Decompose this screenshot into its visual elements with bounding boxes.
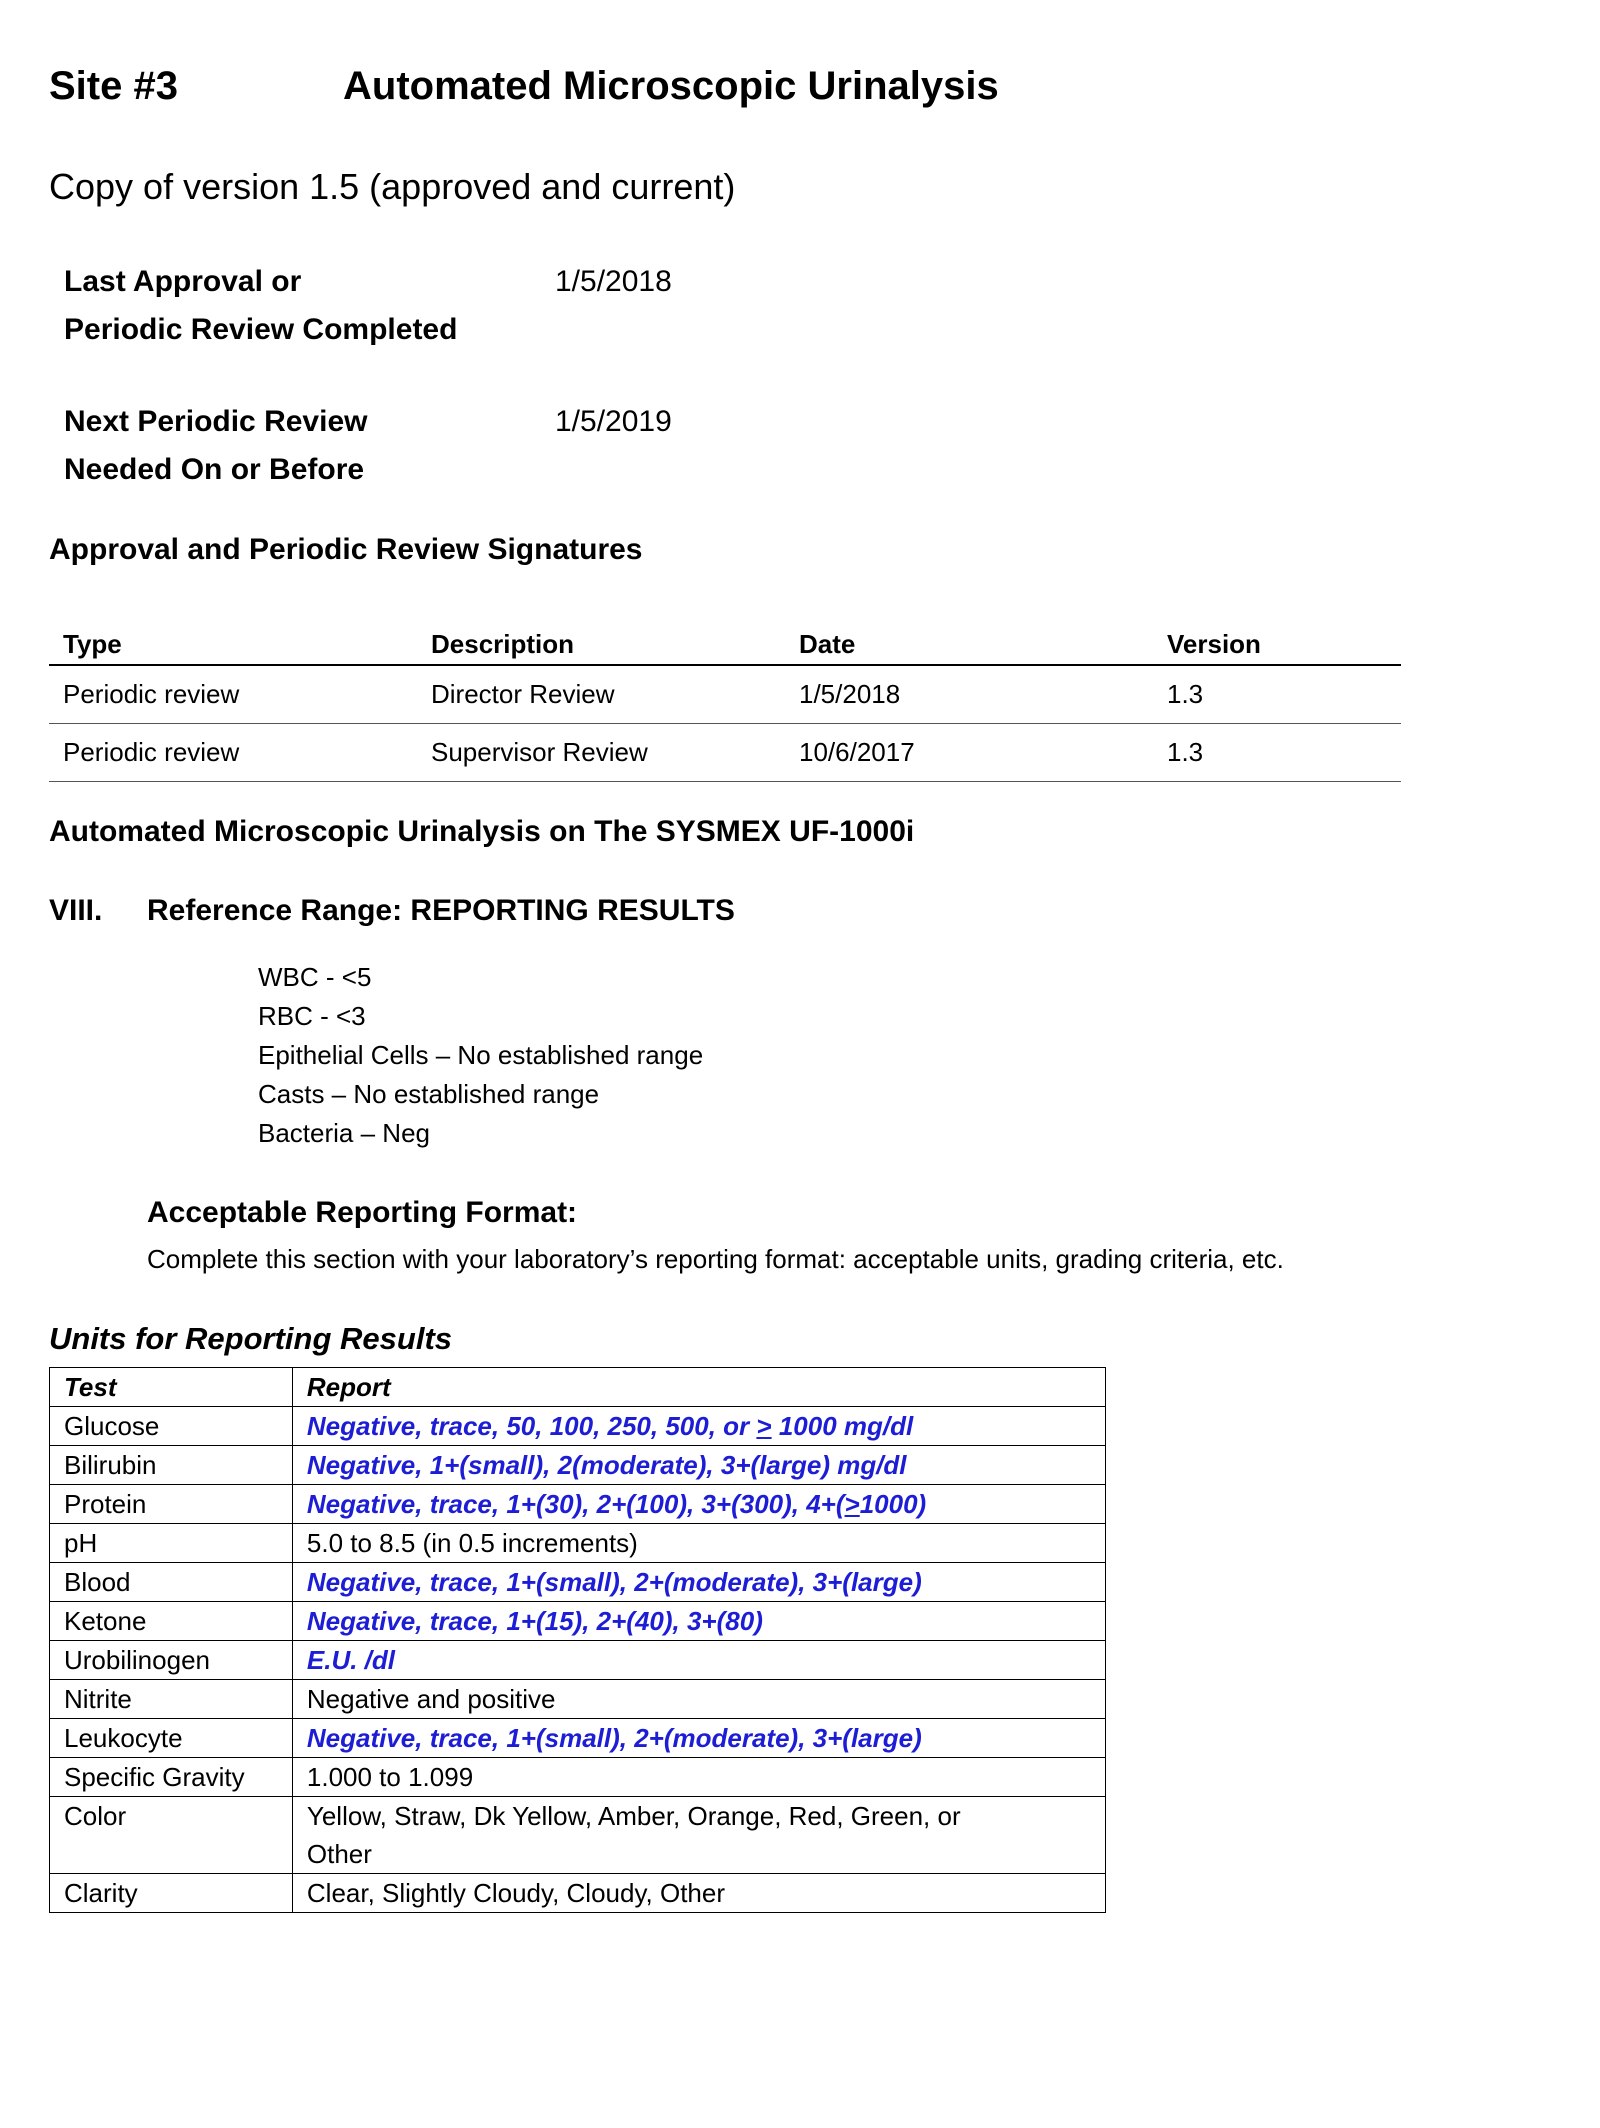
cell-date: 10/6/2017 — [799, 737, 915, 767]
report-value — [292, 1797, 1105, 1874]
table-row — [49, 665, 1401, 724]
site-label: Site #3 — [49, 64, 178, 108]
units-heading: Units for Reporting Results — [49, 1321, 453, 1356]
test-name: Nitrite — [50, 1680, 293, 1719]
test-name: pH — [50, 1524, 293, 1563]
cell-version: 1.3 — [1167, 679, 1204, 709]
reference-line-rbc: RBC - <3 — [258, 1001, 366, 1031]
reference-line-casts: Casts – No established range — [258, 1079, 600, 1109]
report-text: 1000) — [859, 1489, 927, 1519]
test-name: Ketone — [50, 1602, 293, 1641]
format-heading: Acceptable Reporting Format: — [147, 1196, 578, 1229]
cell-type: Periodic review — [63, 737, 240, 767]
section-title: Reference Range: REPORTING RESULTS — [147, 894, 735, 927]
test-name: Protein — [50, 1485, 293, 1524]
report-value — [292, 1407, 1105, 1446]
table-row — [50, 1874, 1106, 1913]
format-instructions: Complete this section with your laboratory’s reporting format: acceptable units, grading criteria, etc. — [147, 1244, 1284, 1274]
test-name: Specific Gravity — [50, 1758, 293, 1797]
report-text-line-2: Other — [306, 1839, 372, 1869]
cell-description: Supervisor Review — [431, 737, 648, 767]
table-row — [50, 1524, 1106, 1563]
table-row — [50, 1563, 1106, 1602]
report-text: Negative, trace, 50, 100, 250, 500, or — [306, 1411, 757, 1441]
next-review-block — [64, 398, 367, 494]
units-table — [49, 1367, 1106, 1913]
test-name: Blood — [50, 1563, 293, 1602]
report-value: 1.000 to 1.099 — [292, 1758, 1105, 1797]
table-row — [50, 1758, 1106, 1797]
version-line: Copy of version 1.5 (approved and current) — [49, 166, 736, 207]
table-row — [50, 1680, 1106, 1719]
col-version: Version — [1167, 629, 1261, 659]
test-name: Urobilinogen — [50, 1641, 293, 1680]
table-row — [50, 1485, 1106, 1524]
col-date: Date — [799, 629, 856, 659]
report-value: Clear, Slightly Cloudy, Cloudy, Other — [292, 1874, 1105, 1913]
last-approval-block — [64, 258, 457, 354]
reference-line-bacteria: Bacteria – Neg — [258, 1118, 430, 1148]
units-header-row — [50, 1368, 1106, 1407]
reference-line-wbc: WBC - <5 — [258, 962, 372, 992]
cell-version: 1.3 — [1167, 737, 1204, 767]
col-description: Description — [431, 629, 575, 659]
col-type: Type — [63, 629, 122, 659]
report-value — [292, 1485, 1105, 1524]
table-row — [50, 1719, 1106, 1758]
table-row — [50, 1407, 1106, 1446]
report-text-line-1: Yellow, Straw, Dk Yellow, Amber, Orange, Red, Green, or — [306, 1801, 961, 1831]
cell-date: 1/5/2018 — [799, 679, 901, 709]
table-row — [50, 1602, 1106, 1641]
test-name: Bilirubin — [50, 1446, 293, 1485]
col-report: Report — [292, 1368, 1105, 1407]
col-test: Test — [50, 1368, 293, 1407]
test-name: Clarity — [50, 1874, 293, 1913]
signatures-table — [49, 610, 1401, 782]
table-row — [50, 1446, 1106, 1485]
section-number: VIII. — [49, 894, 103, 927]
report-text: Negative, trace, 1+(30), 2+(100), 3+(300), 4+( — [306, 1489, 845, 1519]
greater-equal-sign: > — [844, 1489, 860, 1519]
cell-description: Director Review — [431, 679, 615, 709]
next-review-label-1: Next Periodic Review — [64, 405, 368, 438]
reference-line-epithelial: Epithelial Cells – No established range — [258, 1040, 704, 1070]
table-row — [49, 724, 1401, 782]
next-review-label-2: Needed On or Before — [64, 453, 365, 486]
signatures-heading: Approval and Periodic Review Signatures — [49, 533, 643, 566]
section-heading: Automated Microscopic Urinalysis on The SYSMEX UF-1000i — [49, 815, 915, 848]
report-value: Negative, trace, 1+(small), 2+(moderate), 3+(large) — [292, 1563, 1105, 1602]
table-row — [50, 1641, 1106, 1680]
signatures-header-row — [49, 610, 1401, 665]
test-name: Color — [50, 1797, 293, 1874]
greater-equal-sign: > — [756, 1411, 772, 1441]
last-approval-date: 1/5/2018 — [555, 265, 672, 298]
report-value: 5.0 to 8.5 (in 0.5 increments) — [292, 1524, 1105, 1563]
report-value: E.U. /dl — [292, 1641, 1105, 1680]
last-approval-label-1: Last Approval or — [64, 265, 302, 298]
test-name: Leukocyte — [50, 1719, 293, 1758]
next-review-date: 1/5/2019 — [555, 405, 672, 438]
reference-range-list — [258, 958, 703, 1153]
report-value: Negative, trace, 1+(small), 2+(moderate), 3+(large) — [292, 1719, 1105, 1758]
table-row — [50, 1797, 1106, 1874]
report-value: Negative, 1+(small), 2(moderate), 3+(large) mg/dl — [292, 1446, 1105, 1485]
report-text: 1000 mg/dl — [771, 1411, 914, 1441]
report-value: Negative and positive — [292, 1680, 1105, 1719]
report-value: Negative, trace, 1+(15), 2+(40), 3+(80) — [292, 1602, 1105, 1641]
last-approval-label-2: Periodic Review Completed — [64, 313, 458, 346]
test-name: Glucose — [50, 1407, 293, 1446]
cell-type: Periodic review — [63, 679, 240, 709]
document-title: Automated Microscopic Urinalysis — [343, 64, 999, 108]
